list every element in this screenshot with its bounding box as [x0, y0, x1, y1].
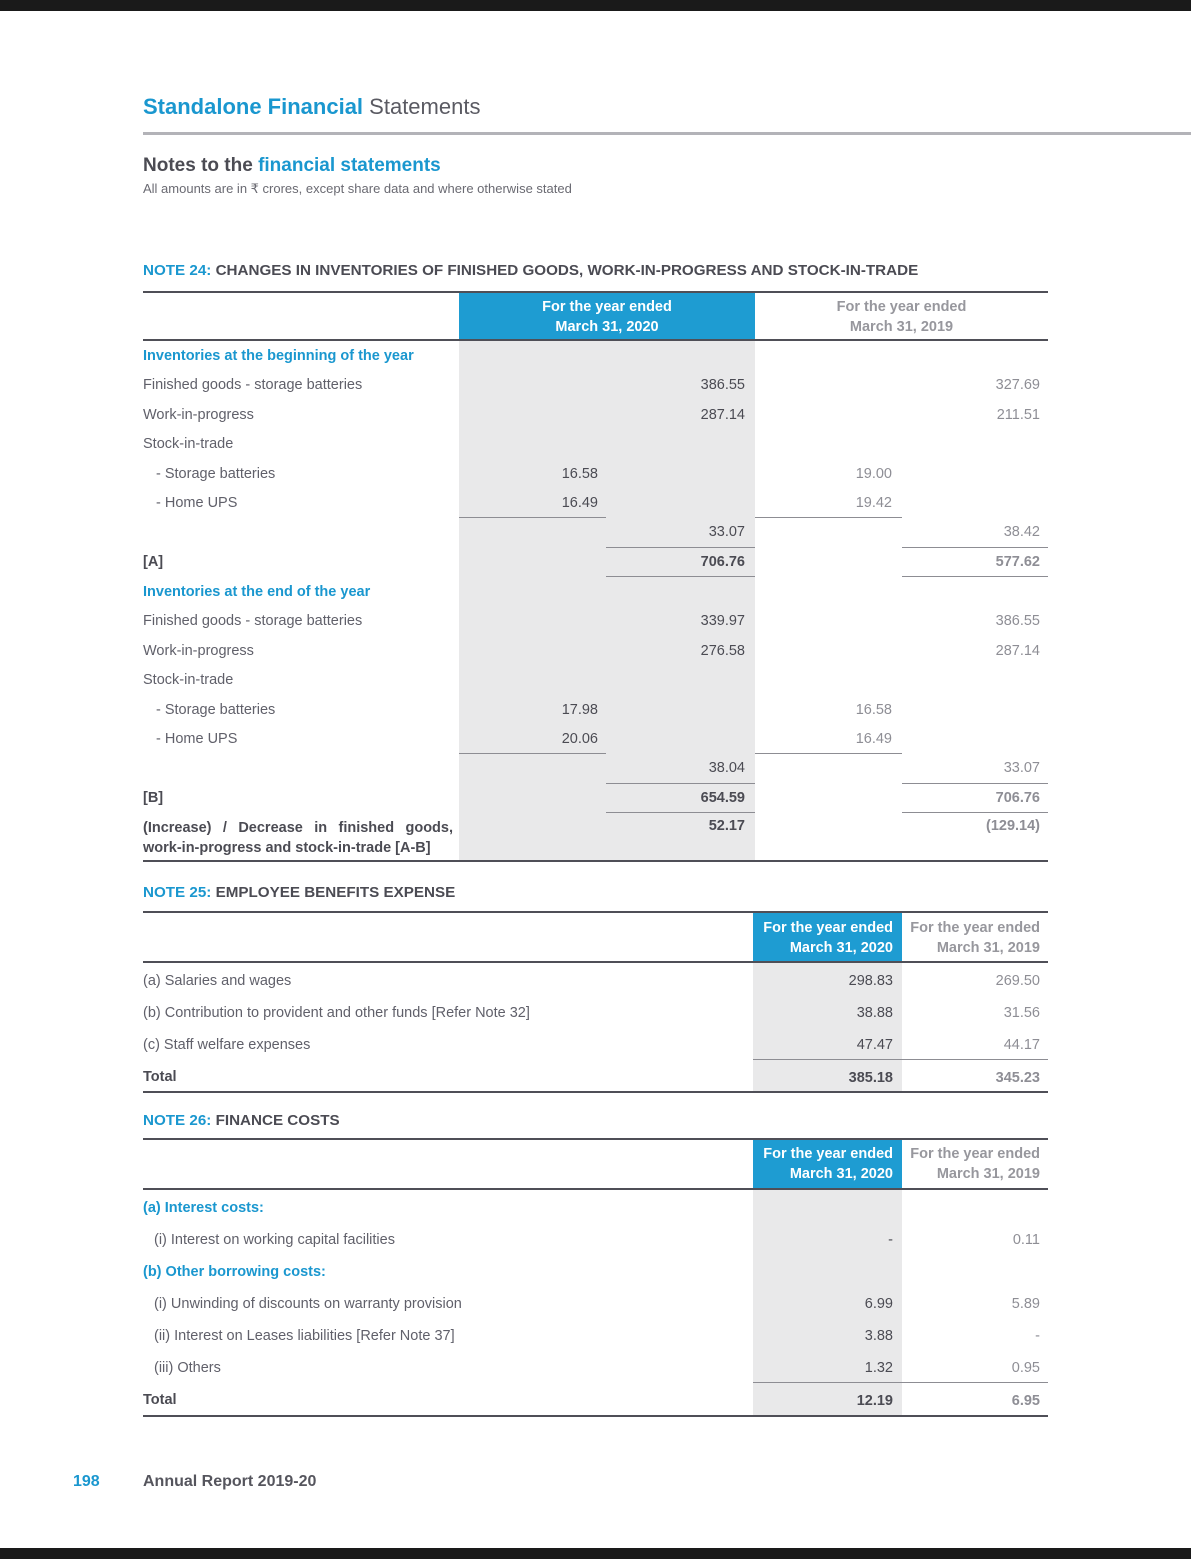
- note24-value-2019-inner: [755, 400, 902, 430]
- note26-value-2019: 0.11: [1012, 1232, 1040, 1248]
- note25-row: [143, 995, 1048, 1027]
- note24-value-2019-inner: [755, 813, 902, 860]
- note24-value-2020-inner: [459, 518, 606, 548]
- note24-value-2019: 38.42: [902, 518, 1048, 548]
- note25-value-2019: 345.23: [902, 1059, 1048, 1091]
- note24-value-2020-inner: [459, 754, 606, 784]
- note25-value-2019: 269.50: [995, 973, 1040, 989]
- note26-header-2020-line2: March 31, 2020: [789, 1166, 893, 1182]
- footer-report-title: Annual Report 2019-20: [143, 1473, 317, 1490]
- note24-value-2020-inner: 16.58: [561, 465, 598, 482]
- note24-value-2020-inner: [459, 577, 606, 607]
- note26-row-label: Total: [143, 1392, 177, 1408]
- note24-row: [143, 341, 1048, 371]
- note24-row: [143, 548, 1048, 578]
- note26-row-label: (a) Interest costs:: [143, 1200, 264, 1216]
- note24-value-2020: 654.59: [606, 784, 755, 814]
- note26-value-2019: [902, 1254, 1048, 1286]
- note24-row-label: Inventories at the end of the year: [143, 583, 371, 600]
- note24-value-2020: [606, 459, 755, 489]
- note25-header-2020: [753, 913, 902, 962]
- note24-value-2020: 38.04: [606, 754, 755, 784]
- note25-row: [143, 1027, 1048, 1059]
- note26-value-2020: -: [888, 1232, 893, 1248]
- note24-value-2019: [902, 666, 1048, 696]
- note24-value-2019: 287.14: [995, 642, 1040, 659]
- note24-row-label: - Home UPS: [156, 495, 238, 512]
- note26-row-label: (b) Other borrowing costs:: [143, 1264, 326, 1280]
- note26-row-label: (iii) Others: [154, 1360, 221, 1376]
- note24-value-2020: [606, 577, 755, 607]
- note26-number: NOTE 26:: [143, 1112, 212, 1129]
- notes-title-accent: financial statements: [258, 155, 441, 176]
- note26-header-2019-line1: For the year ended: [910, 1146, 1040, 1162]
- note24-value-2019: 706.76: [902, 784, 1048, 814]
- note24-bottom-rule: [143, 860, 1048, 862]
- note24-value-2019-inner: [755, 371, 902, 401]
- note24-value-2019-inner: 16.58: [855, 701, 892, 718]
- note26-row: [143, 1286, 1048, 1318]
- note24-value-2019-inner: [755, 666, 902, 696]
- note24-value-2020: 706.76: [606, 548, 755, 578]
- note24-row: [143, 725, 1048, 755]
- notes-title-prefix: Notes to the: [143, 155, 253, 176]
- note24-value-2020-inner: [459, 430, 606, 460]
- note24-row-label: [B]: [143, 790, 164, 807]
- note24-value-2019: 577.62: [902, 548, 1048, 578]
- note26-value-2019: [902, 1190, 1048, 1222]
- note24-value-2020-inner: [459, 607, 606, 637]
- notes-title: [143, 155, 441, 177]
- note24-value-2019-inner: 19.42: [755, 489, 902, 519]
- note26-value-2020: [753, 1254, 902, 1286]
- note24-row: [143, 459, 1048, 489]
- note24-value-2019: [902, 430, 1048, 460]
- note25-value-2019: 31.56: [1003, 1005, 1040, 1021]
- note25-row-label: (c) Staff welfare expenses: [143, 1037, 311, 1053]
- note24-row-label: [A]: [143, 554, 164, 571]
- note26-table-body: [143, 1190, 1048, 1414]
- note25-table-body: [143, 963, 1048, 1091]
- note24-row: [143, 754, 1048, 784]
- note25-number: NOTE 25:: [143, 884, 212, 901]
- note26-value-2019: 0.95: [1011, 1360, 1040, 1376]
- note24-row: [143, 636, 1048, 666]
- note24-value-2020: [606, 695, 755, 725]
- note26-value-2020: [753, 1190, 902, 1222]
- note24-row-label: - Home UPS: [156, 731, 238, 748]
- page-title: [143, 94, 480, 120]
- note26-title: FINANCE COSTS: [215, 1112, 340, 1129]
- note26-row-label: (i) Unwinding of discounts on warranty provision: [154, 1296, 462, 1312]
- note24-value-2020: [606, 725, 755, 755]
- note25-value-2020: 298.83: [848, 973, 893, 989]
- note24-value-2020: 276.58: [700, 642, 745, 659]
- note24-value-2019-inner: [755, 577, 902, 607]
- notes-subtitle: All amounts are in ₹ crores, except share data and where otherwise stated: [143, 181, 572, 196]
- note24-row-label: - Storage batteries: [156, 701, 276, 718]
- note26-value-2019: 6.95: [902, 1382, 1048, 1414]
- note25-row: [143, 963, 1048, 995]
- note24-value-2020-inner: [459, 400, 606, 430]
- note24-value-2019-inner: 19.00: [855, 465, 892, 482]
- note25-row-label: (b) Contribution to provident and other funds [Refer Note 32]: [143, 1005, 530, 1021]
- note24-header-2019-line2: March 31, 2019: [849, 319, 954, 335]
- note26-heading: [143, 1112, 340, 1129]
- top-edge-bar: [0, 0, 1191, 11]
- note24-value-2020-inner: 16.49: [459, 489, 606, 519]
- note24-row: [143, 695, 1048, 725]
- note24-value-2020-inner: [459, 341, 606, 371]
- note24-value-2020: [606, 489, 755, 519]
- note24-row-label: Inventories at the beginning of the year: [143, 347, 414, 364]
- note24-row: [143, 784, 1048, 814]
- note25-row: [143, 1059, 1048, 1091]
- note24-value-2019-inner: [755, 607, 902, 637]
- note24-row: [143, 489, 1048, 519]
- note24-heading: [143, 262, 918, 279]
- note24-row: [143, 430, 1048, 460]
- note24-row-label: - Storage batteries: [156, 465, 276, 482]
- page-title-accent: Standalone Financial: [143, 94, 364, 119]
- note24-value-2019: [902, 459, 1048, 489]
- note26-row-label: (i) Interest on working capital facilities: [154, 1232, 395, 1248]
- note24-table-body: [143, 341, 1048, 860]
- note24-value-2019-inner: [755, 341, 902, 371]
- note24-value-2020: 339.97: [700, 613, 745, 630]
- note26-row: [143, 1382, 1048, 1414]
- note24-value-2020: 287.14: [700, 406, 745, 423]
- note25-bottom-rule: [143, 1091, 1048, 1093]
- note24-value-2020: [606, 430, 755, 460]
- note24-row: [143, 371, 1048, 401]
- note25-value-2020: 38.88: [856, 1005, 893, 1021]
- bottom-edge-bar: [0, 1548, 1191, 1559]
- note25-row-label: (a) Salaries and wages: [143, 973, 292, 989]
- note24-row: [143, 400, 1048, 430]
- note26-bottom-rule: [143, 1415, 1048, 1417]
- note24-header-2020: [459, 293, 755, 341]
- note26-row: [143, 1318, 1048, 1350]
- note24-value-2019: [902, 489, 1048, 519]
- note24-value-2019-inner: [755, 784, 902, 814]
- note24-value-2020-inner: [459, 813, 606, 860]
- note25-value-2020: 47.47: [856, 1037, 893, 1053]
- note24-value-2019-inner: 16.49: [755, 725, 902, 755]
- note26-header-2020: [753, 1140, 902, 1188]
- note24-row-label: Stock-in-trade: [143, 436, 234, 453]
- note24-value-2020: [606, 666, 755, 696]
- note24-value-2019-inner: [755, 430, 902, 460]
- note24-title: CHANGES IN INVENTORIES OF FINISHED GOODS, WORK-IN-PROGRESS AND STOCK-IN-TRADE: [215, 262, 919, 279]
- note24-value-2020: 52.17: [708, 818, 745, 834]
- note24-row-label: Finished goods - storage batteries: [143, 613, 363, 630]
- note24-value-2019: [902, 695, 1048, 725]
- note26-row: [143, 1190, 1048, 1222]
- note24-row: [143, 577, 1048, 607]
- note25-header-2019-line1: For the year ended: [910, 919, 1040, 936]
- note24-row: [143, 518, 1048, 548]
- note24-row-label: Finished goods - storage batteries: [143, 377, 363, 394]
- note24-row: [143, 666, 1048, 696]
- note25-header-2020-line2: March 31, 2020: [789, 939, 893, 956]
- page-title-rest: Statements: [369, 94, 481, 119]
- note24-row: [143, 607, 1048, 637]
- note24-value-2019: [902, 341, 1048, 371]
- note24-value-2019-inner: [755, 636, 902, 666]
- note25-header-2019: [902, 913, 1048, 962]
- header-divider: [143, 132, 1191, 135]
- note26-header-2020-line1: For the year ended: [763, 1146, 893, 1162]
- note26-row: [143, 1254, 1048, 1286]
- note24-value-2019: 211.51: [996, 406, 1040, 423]
- note24-value-2020: 386.55: [700, 377, 745, 394]
- note24-value-2019: 327.69: [995, 377, 1040, 394]
- note26-value-2020: 1.32: [864, 1360, 893, 1376]
- note24-value-2019: [902, 725, 1048, 755]
- note24-value-2019: 33.07: [902, 754, 1048, 784]
- note26-value-2019: -: [1035, 1328, 1040, 1344]
- note26-value-2020: 12.19: [753, 1382, 902, 1414]
- note24-value-2020: 33.07: [606, 518, 755, 548]
- page-number: 198: [73, 1473, 100, 1490]
- note24-value-2020-inner: [459, 666, 606, 696]
- note24-value-2019: (129.14): [985, 818, 1040, 834]
- note26-value-2020: 6.99: [864, 1296, 893, 1312]
- note24-row-label: Stock-in-trade: [143, 672, 234, 689]
- note24-row-label: Work-in-progress: [143, 642, 254, 659]
- note24-header-2019: [755, 293, 1048, 341]
- note24-row-label: Work-in-progress: [143, 406, 254, 423]
- note25-row-label: Total: [143, 1069, 177, 1085]
- note26-header-2019-line2: March 31, 2019: [936, 1166, 1040, 1182]
- note24-value-2019-inner: [755, 518, 902, 548]
- note24-value-2020-inner: 20.06: [459, 725, 606, 755]
- note24-number: NOTE 24:: [143, 262, 212, 279]
- note24-value-2020-inner: 17.98: [561, 701, 598, 718]
- note24-value-2020-inner: [459, 548, 606, 578]
- note24-value-2019: [902, 577, 1048, 607]
- note25-header-2019-line2: March 31, 2019: [936, 939, 1040, 956]
- note26-row: [143, 1222, 1048, 1254]
- note26-row-label: (ii) Interest on Leases liabilities [Refer Note 37]: [154, 1328, 455, 1344]
- note24-header-2019-line1: For the year ended: [836, 299, 967, 315]
- note24-value-2020-inner: [459, 636, 606, 666]
- note25-header-2020-line1: For the year ended: [763, 919, 893, 936]
- note24-row-label: (Increase) / Decrease in finished goods, work-in-progress and stock-in-trade [A-B]: [143, 820, 453, 856]
- note24-header-2020-line2: March 31, 2020: [555, 319, 659, 335]
- note25-value-2019: 44.17: [1003, 1037, 1040, 1053]
- note25-title: EMPLOYEE BENEFITS EXPENSE: [215, 884, 456, 901]
- note24-value-2020: [606, 341, 755, 371]
- note24-value-2019-inner: [755, 548, 902, 578]
- note24-value-2020-inner: [459, 784, 606, 814]
- note25-value-2020: 385.18: [753, 1059, 902, 1091]
- note24-value-2020-inner: [459, 371, 606, 401]
- note26-header-2019: [902, 1140, 1048, 1188]
- note26-row: [143, 1350, 1048, 1382]
- note24-row: [143, 813, 1048, 860]
- note25-heading: [143, 884, 455, 901]
- note26-value-2019: 5.89: [1011, 1296, 1040, 1312]
- note24-value-2019: 386.55: [995, 613, 1040, 630]
- note24-header-2020-line1: For the year ended: [542, 299, 672, 315]
- note26-value-2020: 3.88: [864, 1328, 893, 1344]
- note24-value-2019-inner: [755, 754, 902, 784]
